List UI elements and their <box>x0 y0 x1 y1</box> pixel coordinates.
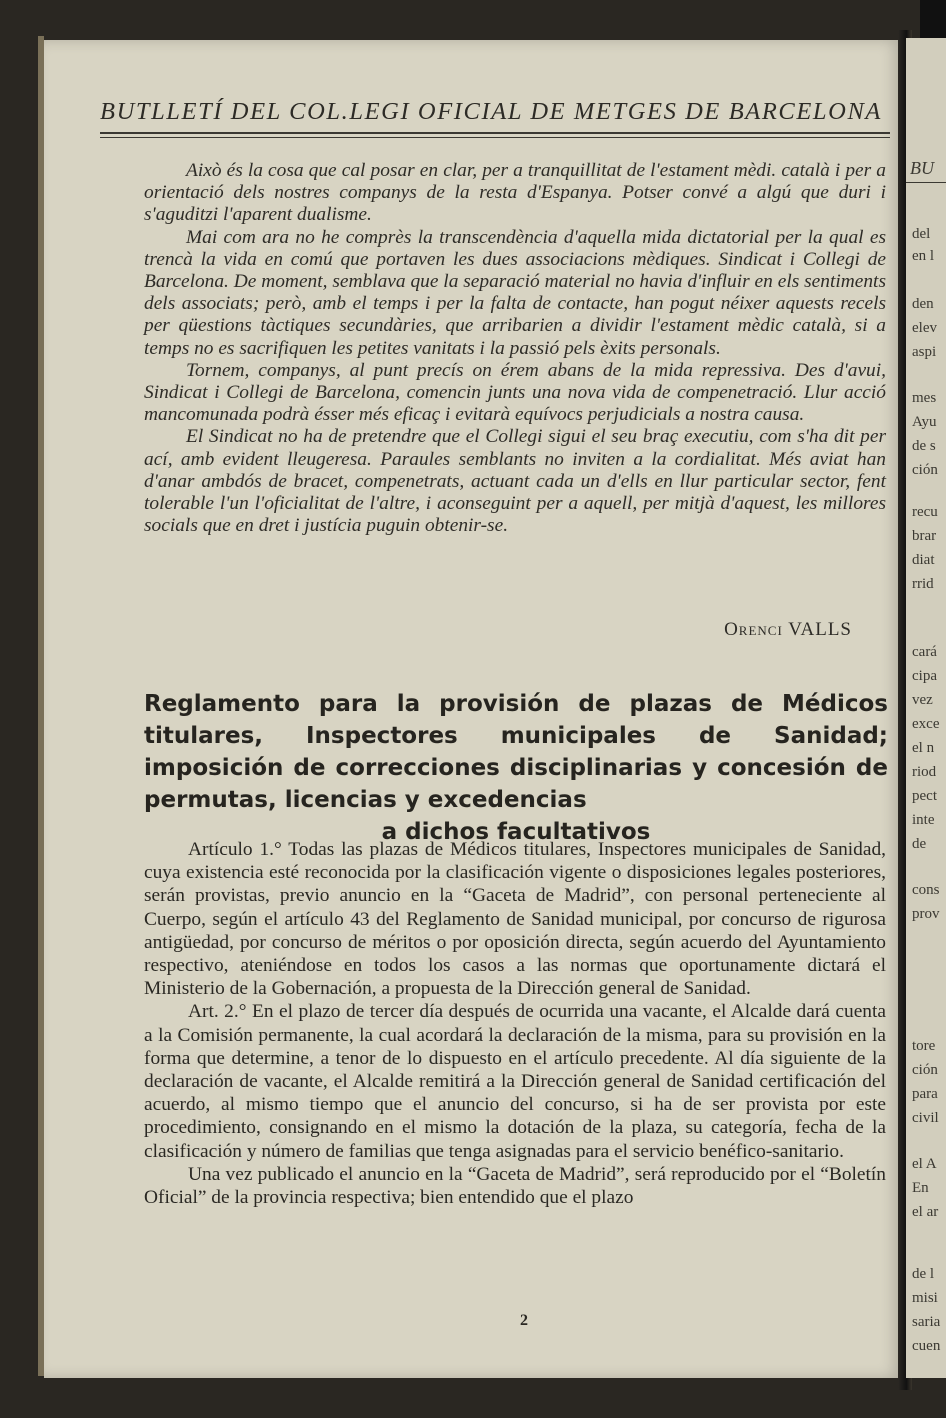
facing-page-fragment: saria <box>912 1314 941 1330</box>
facing-page-fragment: exce <box>912 716 940 732</box>
facing-page-fragment: el n <box>912 740 935 756</box>
paragraph: El Sindicat no ha de pretendre que el Collegi sigui el seu braç executiu, com s'ha dit per ací, amb evident lleugeresa. Paraules semblants no inviten a la cordialitat. Més aviat han d'anar ambdós de bracet, compenetrats, actuant cada un d'ells en llur particular sector, fent tolerable l'un l'oficialitat de l'altre, i aconseguint per a aquell, per mitjà d'aquest, les millores socials que en dret i justícia puguin obtenir-se. <box>144 426 886 537</box>
facing-page-fragment: aspi <box>912 344 937 360</box>
article-title <box>144 688 888 848</box>
facing-page-fragment: el A <box>912 1156 937 1172</box>
facing-page-fragment: cons <box>912 882 940 898</box>
facing-page-fragment: elev <box>912 320 937 336</box>
facing-page-fragment: tore <box>912 1038 936 1054</box>
facing-page-fragment: Ayu <box>912 414 937 430</box>
header-rule <box>100 137 890 138</box>
page-number: 2 <box>520 1312 528 1329</box>
paragraph: Això és la cosa que cal posar en clar, per a tranquillitat de l'estament mèdi. català i per a orientació dels nostres companys de la resta d'Espanya. Potser convé a algú que duri i s'aguditzi l'aparent dualisme. <box>144 160 886 226</box>
author-last-name: VALLS <box>788 619 852 640</box>
paragraph: Mai com ara no he comprès la transcendència d'aquella mida dictatorial per la qual es trencà la vida en comú que portaven les dues associacions mèdiques. Sindicat i Collegi de Barcelona. De moment, semblava que la separació material no havia d'influir en els sentiments dels associats; però, amb el temps i per la falta de contacte, han pogut néixer aquests recels per qüestions tàctiques secundàries, que arribarien a dividir l'estament mèdic català, si a temps no es sacrifiquen les petites vanitats i la passió pels èxits personals. <box>144 226 886 359</box>
facing-page-fragment: el ar <box>912 1204 939 1220</box>
facing-page-fragment: en l <box>912 248 935 264</box>
facing-page-fragment: del <box>912 226 931 242</box>
facing-page-fragment: mes <box>912 390 937 406</box>
author-signature <box>724 619 852 641</box>
facing-page-fragment: En <box>912 1180 929 1196</box>
facing-page-fragment: recu <box>912 504 938 520</box>
paragraph: Artículo 1.° Todas las plazas de Médicos titulares, Inspectores municipales de Sanidad, cuya existencia esté reconocida por la clasificación vigente o disposiciones legales posteriores, serán provistas, previo anuncio en la “Gaceta de Madrid”, con personal perteneciente al Cuerpo, según el artículo 43 del Reglamento de Sanidad municipal, por concurso de rigurosa antigüedad, por concurso de méritos o por oposición directa, según acuerdo del Ayuntamiento respectivo, ateniéndose en todos los casos a las normas que oportunamente dictará el Ministerio de la Gobernación, a propuesta de la Dirección general de Sanidad. <box>144 839 886 1000</box>
facing-page-fragment: prov <box>912 906 940 922</box>
article-title-main: Reglamento para la provisión de plazas de Médicos titulares, Inspectores municipales de Sanidad; imposición de correcciones disciplinarias y concesión de permutas, licencias y excedencias <box>144 691 888 813</box>
facing-page-fragment: vez <box>912 692 933 708</box>
facing-page-fragment: brar <box>912 528 937 544</box>
facing-page-fragment: de l <box>912 1266 935 1282</box>
facing-page-fragment: diat <box>912 552 935 568</box>
facing-page-rule <box>906 182 946 183</box>
facing-page-fragment: rrid <box>912 576 934 592</box>
editorial-text <box>144 160 886 537</box>
facing-page-fragment: riod <box>912 764 937 780</box>
facing-page-fragment: ción <box>912 1062 938 1078</box>
facing-page-fragment: de s <box>912 438 936 454</box>
facing-page-fragment: misi <box>912 1290 938 1306</box>
facing-page <box>906 38 946 1378</box>
article-title-last-line: a dichos facultativos <box>381 819 651 845</box>
facing-page-fragment: cipa <box>912 668 937 684</box>
facing-page-fragment: para <box>912 1086 938 1102</box>
facing-page-fragment: inte <box>912 812 935 828</box>
facing-page-fragment: cuen <box>912 1338 941 1354</box>
header-rule <box>100 132 890 134</box>
facing-page-fragment: de <box>912 836 927 852</box>
running-header: BUTLLETÍ DEL COL.LEGI OFICIAL DE METGES DE BARCELONA <box>100 98 882 125</box>
facing-page-header: BU <box>910 158 934 178</box>
facing-page-fragment: cará <box>912 644 937 660</box>
facing-page-fragment: civil <box>912 1110 939 1126</box>
facing-page-fragment: den <box>912 296 934 312</box>
page-corner <box>920 0 946 40</box>
paragraph: Art. 2.° En el plazo de tercer día después de ocurrida una vacante, el Alcalde dará cuenta a la Comisión permanente, la cual acordará la declaración de la misma, para su provisión en la forma que determine, a tenor de lo dispuesto en el artículo precedente. Al día siguiente de la declaración de vacante, el Alcalde remitirá a la Dirección general de Sanidad certificación del acuerdo, al mismo tiempo que el anuncio del concurso, si ha de ser provista por este procedimiento, consignando en el mismo la dotación de la plaza, su categoría, fecha de la clasificación y número de familias que tenga asignadas para el servicio benéfico-sanitario. <box>144 1001 886 1162</box>
article-body <box>144 838 886 1209</box>
facing-page-fragment: ción <box>912 462 938 478</box>
facing-page-fragment: pect <box>912 788 937 804</box>
paragraph: Una vez publicado el anuncio en la “Gaceta de Madrid”, será reproducido por el “Boletín Oficial” de la provincia respectiva; bien entendido que el plazo <box>144 1163 886 1209</box>
author-first-name: Orenci <box>724 619 783 640</box>
paragraph: Tornem, companys, al punt precís on érem abans de la mida repressiva. Des d'avui, Sindicat i Collegi de Barcelona, comencin junts una nova vida de compenetració. Llur acció mancomunada podrà ésser més eficaç i evitarà equívocs perjudicials a nostra causa. <box>144 359 886 426</box>
